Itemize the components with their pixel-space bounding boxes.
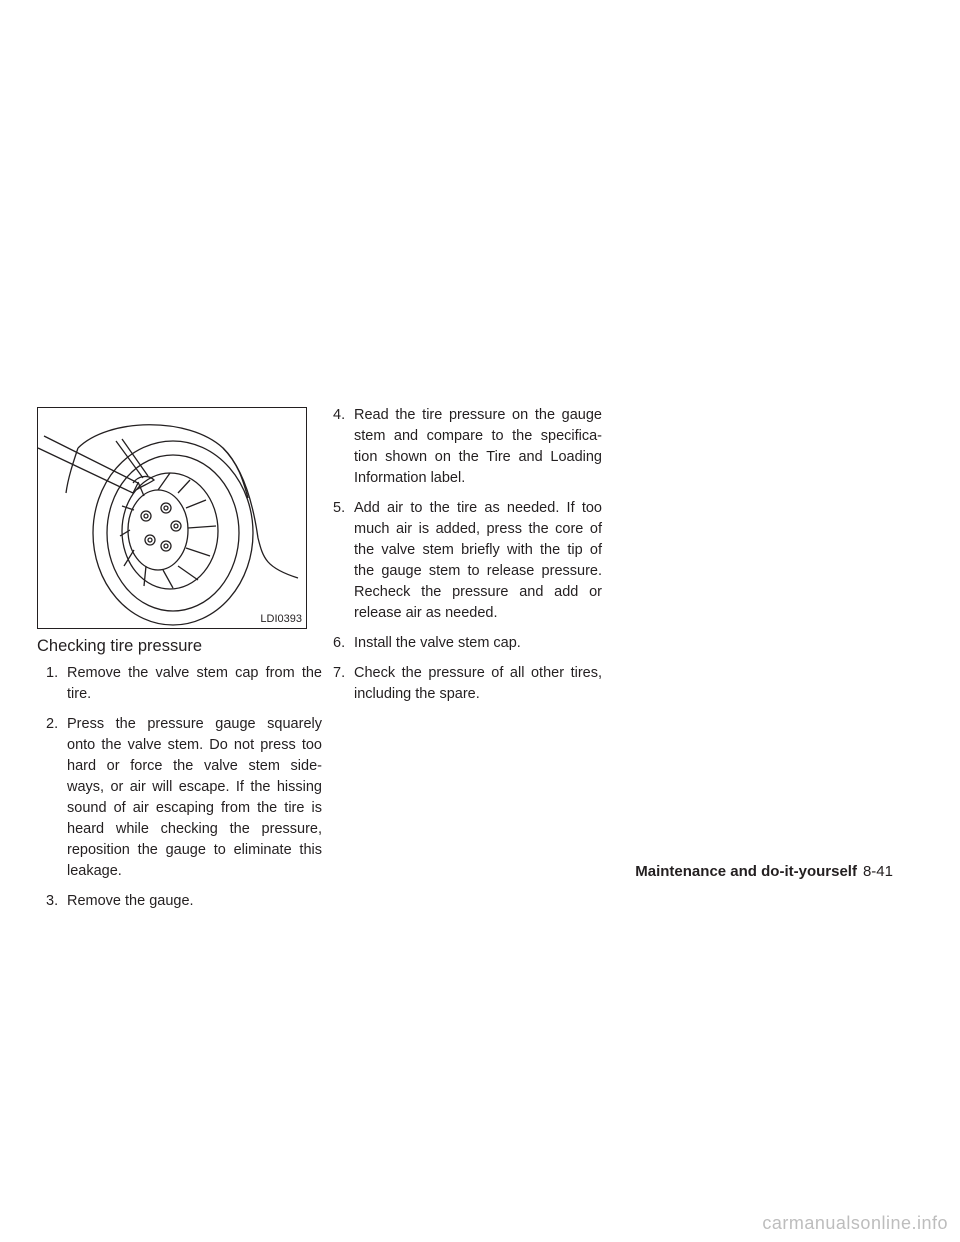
step-number: 2. (46, 716, 59, 732)
step-text: Add air to the tire as needed. If too much air is added, press the core of the valve stem briefly with the tip of the gauge stem to release pressure. Recheck the pressure and add or release air as needed. (354, 500, 602, 621)
step-text: Read the tire pressure on the gauge stem and compare to the specifica- tion shown on the Tire and Loading Information label. (354, 407, 602, 486)
list-item (333, 663, 602, 705)
section-title: Checking tire pressure (37, 637, 203, 655)
page-number: 8-41 (862, 863, 893, 880)
list-item (46, 891, 322, 912)
step-text: Remove the gauge. (67, 893, 194, 909)
page-footer (635, 863, 893, 880)
step-number: 6. (333, 635, 346, 651)
step-text: Remove the valve stem cap from the tire. (67, 665, 322, 702)
tire-gauge-drawing (38, 408, 307, 629)
step-text: Install the valve stem cap. (354, 635, 521, 651)
step-text: Press the pressure gauge squarely onto the valve stem. Do not press too hard or force the valve stem side- ways, or air will escape. If the hissing sound of air escaping from the tire is heard while checking the pressure, reposition the gauge to eliminate this leakage. (67, 716, 322, 879)
step-number: 1. (46, 665, 59, 681)
tire-pressure-illustration (37, 407, 307, 629)
step-text: Check the pressure of all other tires, including the spare. (354, 665, 602, 702)
watermark: carmanualsonline.info (762, 1213, 948, 1233)
list-item (333, 633, 602, 654)
step-number: 5. (333, 500, 346, 516)
list-item (333, 498, 602, 624)
footer-section-title: Maintenance and do-it-yourself (635, 863, 857, 880)
steps-list-left (46, 663, 322, 921)
step-number: 4. (333, 407, 346, 423)
step-number: 7. (333, 665, 346, 681)
step-number: 3. (46, 893, 59, 909)
list-item (46, 714, 322, 882)
list-item (46, 663, 322, 705)
list-item (333, 405, 602, 489)
steps-list-right (333, 405, 602, 714)
figure-code: LDI0393 (260, 613, 302, 625)
